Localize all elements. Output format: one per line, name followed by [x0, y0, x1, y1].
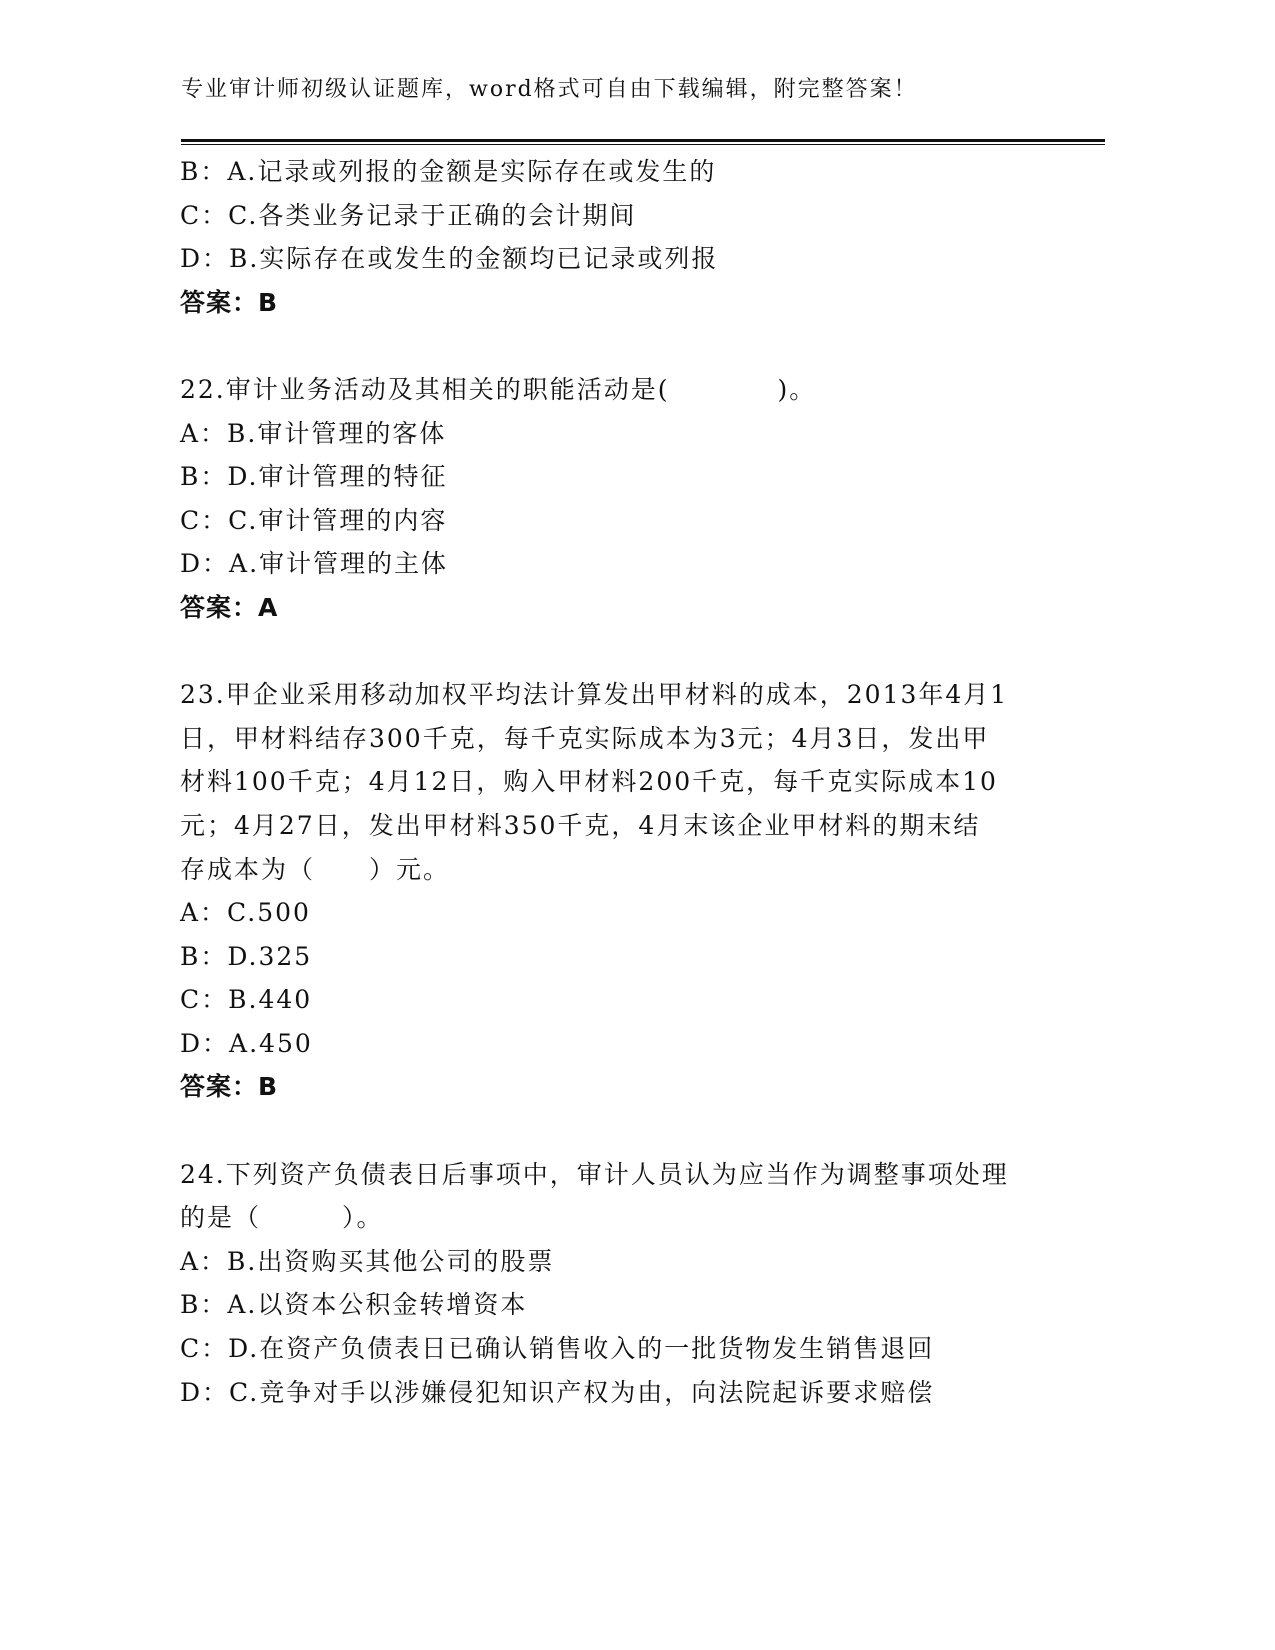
question-24-stem-line: 24.下列资产负债表日后事项中，审计人员认为应当作为调整事项处理 [180, 1159, 1009, 1189]
spacer [180, 630, 1060, 674]
question-22-option-d: D：A.审计管理的主体 [180, 549, 449, 579]
spacer [180, 324, 1060, 368]
question-24-stem-line: 的是（ ）。 [180, 1203, 384, 1233]
question-content [180, 150, 1060, 1414]
question-23-option-c: C：B.440 [180, 985, 313, 1015]
question-22-option-b: B：D.审计管理的特征 [180, 462, 448, 492]
answer-line: 答案：B [180, 287, 279, 317]
question-24-option-b: B：A.以资本公积金转增资本 [180, 1290, 528, 1320]
question-22-stem: 22.审计业务活动及其相关的职能活动是( )。 [180, 374, 817, 404]
question-23-option-b: B：D.325 [180, 941, 313, 971]
option-b: B：A.记录或列报的金额是实际存在或发生的 [180, 157, 717, 186]
question-24-option-a: A：B.出资购买其他公司的股票 [180, 1246, 555, 1276]
header-rule-thick [181, 139, 1105, 142]
question-23-stem-line: 元；4月27日，发出甲材料350千克，4月末该企业甲材料的期末结 [180, 810, 981, 840]
question-23-stem-line: 存成本为（ ）元。 [180, 854, 451, 884]
header-rule-thin [181, 144, 1105, 145]
question-22-answer: 答案：A [180, 592, 279, 622]
spacer [180, 1109, 1060, 1153]
question-23-answer: 答案：B [180, 1072, 279, 1102]
question-22-option-c: C：C.审计管理的内容 [180, 505, 448, 535]
question-22-option-a: A：B.审计管理的客体 [180, 418, 447, 448]
question-23-option-a: A：C.500 [180, 898, 311, 928]
question-24-option-d: D：C.竞争对手以涉嫌侵犯知识产权为由，向法院起诉要求赔偿 [180, 1377, 935, 1407]
page-header-title: 专业审计师初级认证题库，word格式可自由下载编辑，附完整答案！ [181, 77, 918, 102]
question-24-option-c: C：D.在资产负债表日已确认销售收入的一批货物发生销售退回 [180, 1334, 935, 1364]
question-23-stem-line: 材料100千克；4月12日，购入甲材料200千克，每千克实际成本10 [180, 767, 998, 797]
option-c: C：C.各类业务记录于正确的会计期间 [180, 200, 637, 230]
question-23-option-d: D：A.450 [180, 1028, 313, 1058]
option-d: D：B.实际存在或发生的金额均已记录或列报 [180, 244, 719, 274]
question-23-stem-line: 日，甲材料结存300千克，每千克实际成本为3元；4月3日，发出甲 [180, 723, 990, 753]
question-23-stem-line: 23.甲企业采用移动加权平均法计算发出甲材料的成本，2013年4月1 [180, 680, 1009, 710]
